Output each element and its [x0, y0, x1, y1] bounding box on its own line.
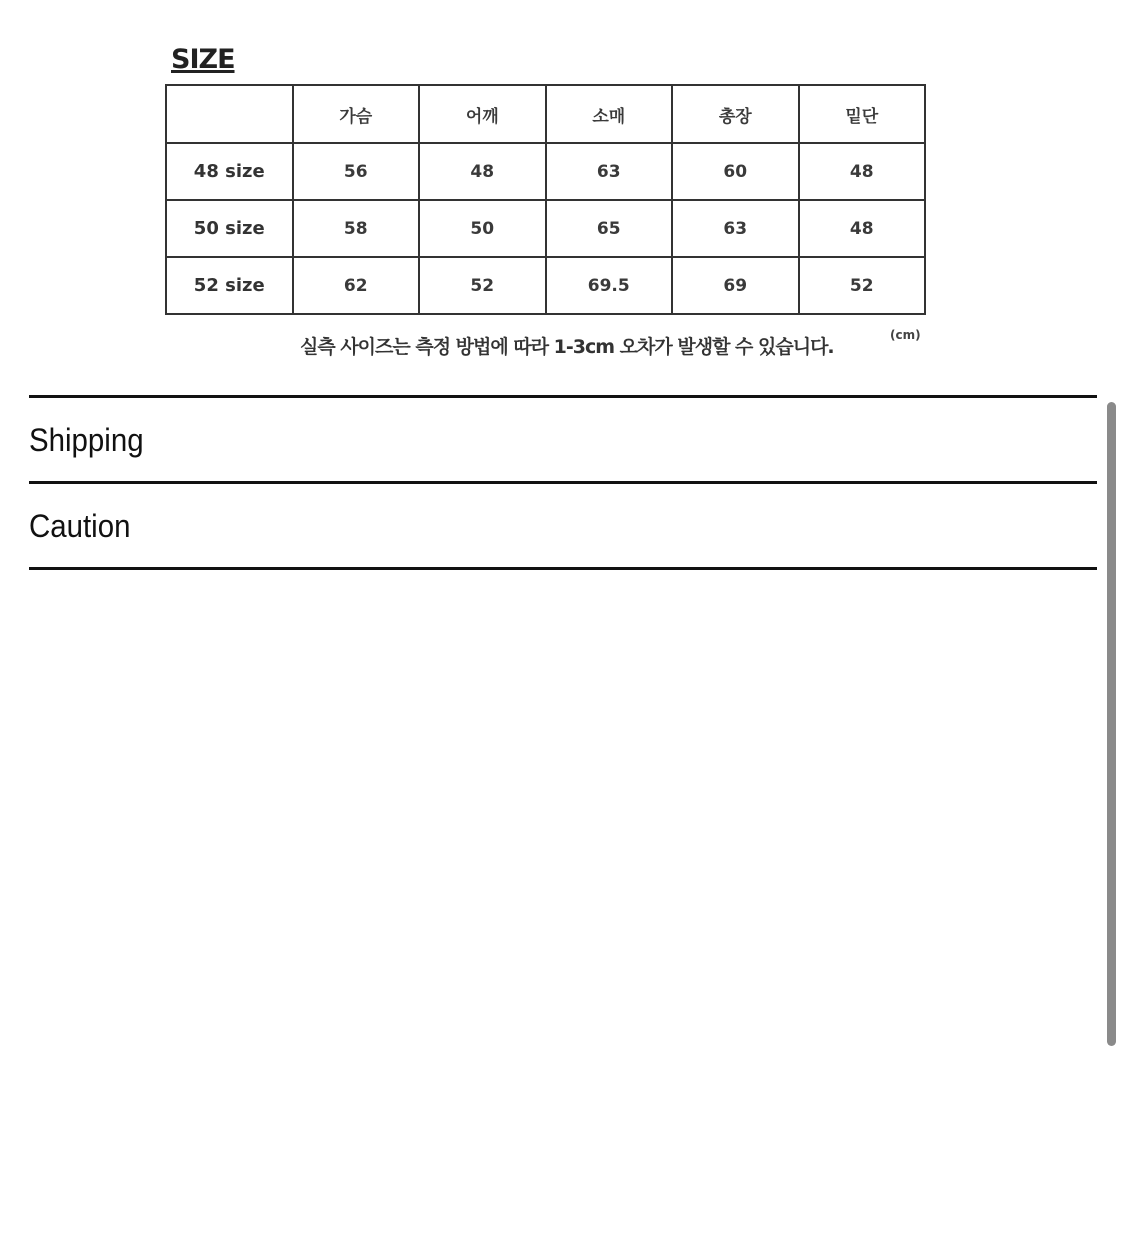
size-table-header-cell: 어깨	[419, 85, 546, 143]
size-table-header-cell: 총장	[672, 85, 799, 143]
size-table-cell: 52	[419, 257, 546, 314]
size-chart-title: SIZE	[171, 44, 235, 75]
size-table-cell: 50	[419, 200, 546, 257]
size-table-cell: 58	[293, 200, 420, 257]
size-table-cell: 62	[293, 257, 420, 314]
accordion-shipping-label: Shipping	[29, 422, 144, 458]
scrollbar[interactable]	[1107, 402, 1116, 1046]
size-table-cell: 63	[546, 143, 673, 200]
accordion-shipping[interactable]	[29, 399, 1097, 482]
size-table-cell: 65	[546, 200, 673, 257]
size-table-header-row	[166, 85, 925, 143]
size-table-header-cell: 소매	[546, 85, 673, 143]
size-table-row	[166, 257, 925, 314]
divider	[29, 395, 1097, 398]
size-row-label: 48 size	[166, 143, 293, 200]
size-table-cell: 48	[419, 143, 546, 200]
accordion-caution-label: Caution	[29, 508, 131, 544]
size-table-cell: 56	[293, 143, 420, 200]
size-table-row	[166, 143, 925, 200]
size-table-cell: 60	[672, 143, 799, 200]
size-table-cell: 69.5	[546, 257, 673, 314]
size-table-header-cell: 가슴	[293, 85, 420, 143]
unit-label: (cm)	[890, 328, 921, 342]
size-row-label: 52 size	[166, 257, 293, 314]
divider	[29, 567, 1097, 570]
size-table-cell: 48	[799, 143, 926, 200]
size-table	[165, 84, 926, 315]
size-table-row	[166, 200, 925, 257]
size-table-cell: 63	[672, 200, 799, 257]
measurement-note: 실측 사이즈는 측정 방법에 따라 1-3cm 오차가 발생할 수 있습니다.	[300, 336, 834, 358]
divider	[29, 481, 1097, 484]
size-table-header-cell: 밑단	[799, 85, 926, 143]
size-table-header-cell	[166, 85, 293, 143]
size-row-label: 50 size	[166, 200, 293, 257]
size-table-cell: 52	[799, 257, 926, 314]
accordion-caution[interactable]	[29, 485, 1097, 568]
size-table-cell: 48	[799, 200, 926, 257]
size-table-cell: 69	[672, 257, 799, 314]
